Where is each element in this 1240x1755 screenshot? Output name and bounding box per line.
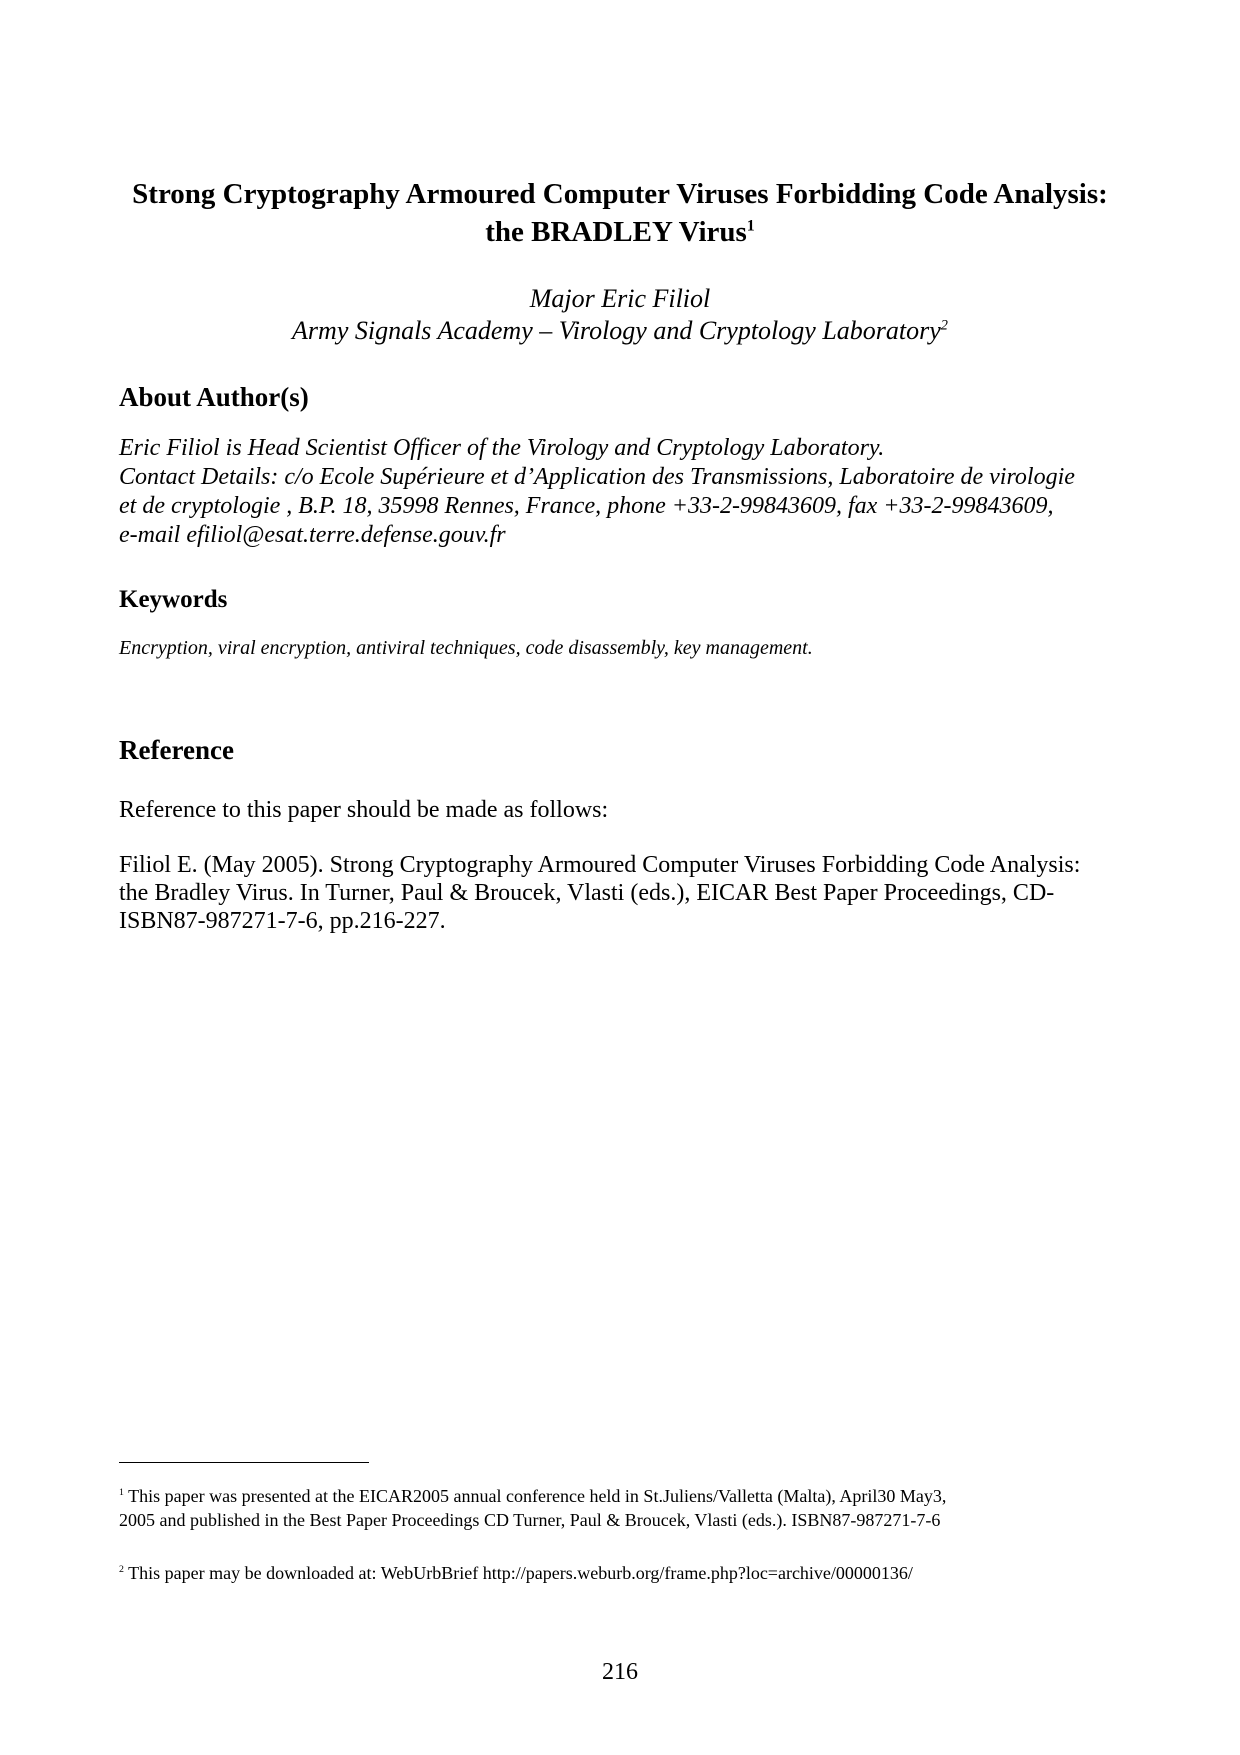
footnote-2 <box>119 1561 1139 1585</box>
footnote-line <box>119 1561 1139 1585</box>
reference-citation <box>119 851 1139 935</box>
footnote-line <box>119 1484 1139 1508</box>
citation-line: the Bradley Virus. In Turner, Paul & Broucek, Vlasti (eds.), EICAR Best Paper Proceedings, CD- <box>119 880 1055 906</box>
about-line: Contact Details: c/o Ecole Supérieure et d’Application des Transmissions, Laboratoire de virologie <box>119 464 1075 490</box>
author-affiliation-line <box>60 315 1180 347</box>
citation-line: Filiol E. (May 2005). Strong Cryptography Armoured Computer Viruses Forbidding Code Analysis: <box>119 852 1081 878</box>
reference-intro: Reference to this paper should be made as follows: <box>119 797 609 823</box>
footnote-text: This paper was presented at the EICAR2005 annual conference held in St.Juliens/Valletta (Malta), April30 May3, <box>123 1486 947 1506</box>
about-line: e-mail efiliol@esat.terre.defense.gouv.fr <box>119 522 506 548</box>
citation-line: ISBN87-987271-7-6, pp.216-227. <box>119 908 446 934</box>
reference-heading: Reference <box>119 735 234 765</box>
affiliation-footnote-marker: 2 <box>940 317 948 334</box>
about-line: Eric Filiol is Head Scientist Officer of the Virology and Cryptology Laboratory. <box>119 435 885 461</box>
author-name: Major Eric Filiol <box>529 284 711 313</box>
footnote-separator <box>119 1462 369 1463</box>
title-line-2-text: the BRADLEY Virus <box>485 216 747 248</box>
footnote-line: 2005 and published in the Best Paper Proceedings CD Turner, Paul & Broucek, Vlasti (eds.). ISBN87-987271-7-6 <box>119 1510 941 1530</box>
footnote-marker: 2 <box>119 1564 124 1575</box>
author-affiliation: Army Signals Academy – Virology and Cryptology Laboratory <box>292 316 941 345</box>
about-text <box>119 434 1139 550</box>
paper-title <box>60 175 1180 251</box>
footnote-marker: 1 <box>119 1487 124 1498</box>
keywords-text: Encryption, viral encryption, antiviral techniques, code disassembly, key management. <box>119 637 813 659</box>
author-block <box>60 283 1180 347</box>
about-heading: About Author(s) <box>119 382 309 412</box>
title-line-1: Strong Cryptography Armoured Computer Viruses Forbidding Code Analysis: <box>132 178 1108 210</box>
keywords-heading: Keywords <box>119 586 228 613</box>
footnote-text: This paper may be downloaded at: WebUrbBrief http://papers.weburb.org/frame.php?loc=archive/00000136/ <box>123 1563 913 1583</box>
title-line-2 <box>60 213 1180 251</box>
footnote-1 <box>119 1484 1139 1532</box>
about-line: et de cryptologie , B.P. 18, 35998 Rennes, France, phone +33-2-99843609, fax +33-2-99843609, <box>119 493 1054 519</box>
title-footnote-marker: 1 <box>746 217 755 235</box>
page-number: 216 <box>602 1659 638 1685</box>
